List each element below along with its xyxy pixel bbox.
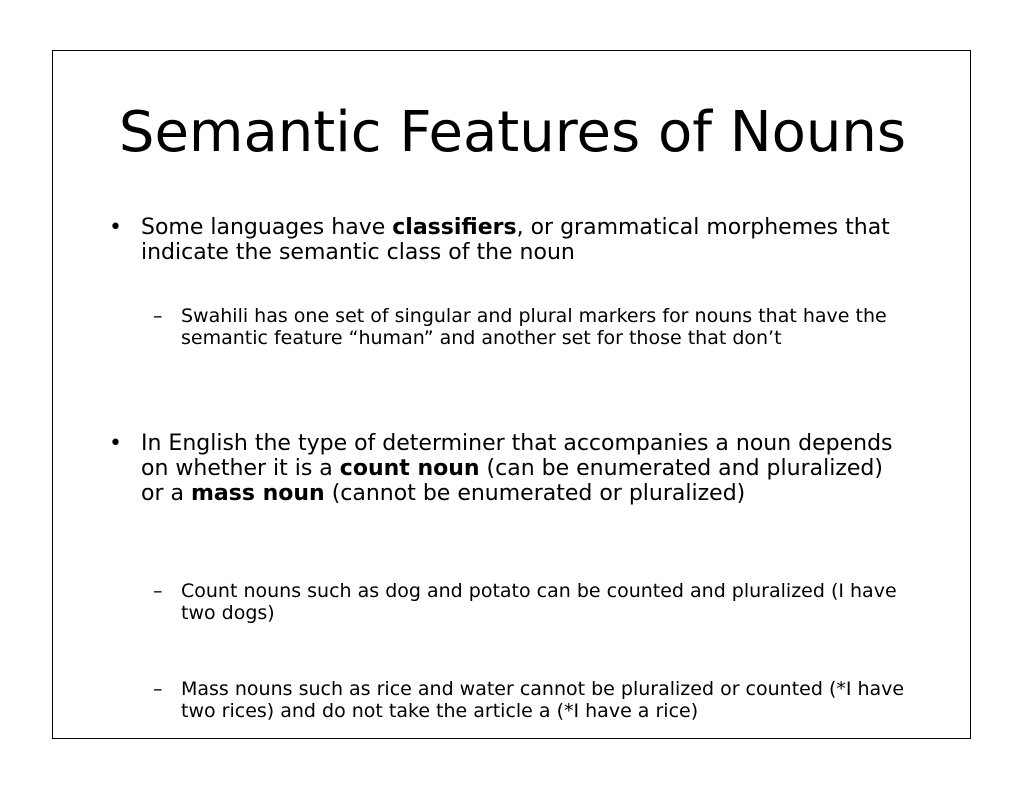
slide [52, 50, 971, 739]
bullet-term-classifiers: classifiers [392, 215, 517, 240]
bullet-marker: • [109, 431, 122, 456]
sub-bullet-mass-nouns [153, 678, 913, 722]
bullet-english-determiners [109, 431, 909, 506]
bullet-text [141, 215, 909, 265]
bullet-term-count-noun: count noun [339, 456, 480, 481]
sub-bullet-swahili [153, 305, 913, 349]
bullet-text [141, 431, 909, 506]
bullet-text-part: (can be enumerated and pluralized) or a [141, 456, 883, 506]
slide-title: Semantic Features of Nouns [118, 100, 907, 165]
sub-bullet-marker: – [153, 305, 163, 327]
sub-bullet-text: Mass nouns such as rice and water cannot be pluralized or counted (*I have two rices) and do not take the article a (*I have a rice) [181, 678, 905, 722]
bullet-marker: • [109, 215, 122, 240]
sub-bullet-count-nouns [153, 580, 913, 624]
bullet-term-mass-noun: mass noun [190, 481, 325, 506]
sub-bullet-marker: – [153, 678, 163, 700]
bullet-text-part: , or grammatical morphemes that indicate the semantic class of the noun [141, 215, 890, 265]
bullet-classifiers [109, 215, 909, 265]
bullet-text-part: In English the type of determiner that accompanies a noun depends on whether it is a [141, 431, 893, 481]
sub-bullet-text: Count nouns such as dog and potato can be counted and pluralized (I have two dogs) [181, 580, 897, 624]
sub-bullet-text: Swahili has one set of singular and plural markers for nouns that have the semantic feature “human” and another set for those that don’t [181, 305, 887, 349]
bullet-text-part: Some languages have [141, 215, 393, 240]
sub-bullet-marker: – [153, 580, 163, 602]
bullet-text-part: (cannot be enumerated or pluralized) [324, 481, 746, 506]
